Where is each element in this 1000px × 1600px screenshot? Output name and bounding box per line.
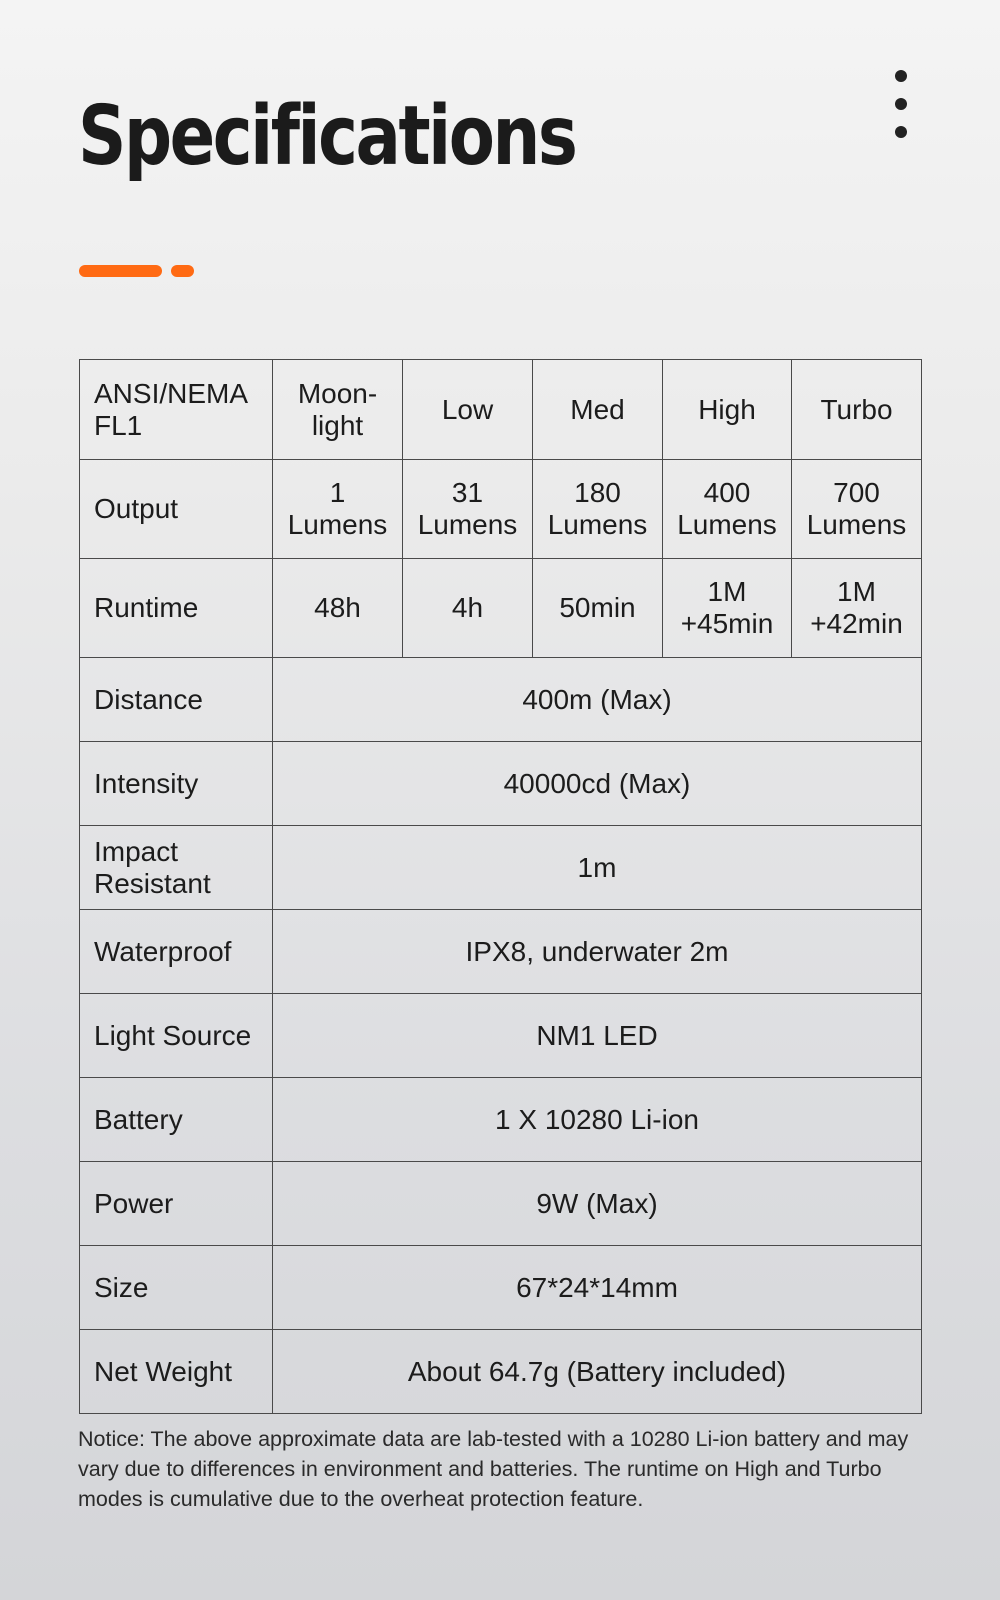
accent-bar-short — [171, 265, 194, 277]
row-label: Impact Resistant — [80, 826, 273, 910]
table-row-light-source — [80, 994, 922, 1078]
row-label: Battery — [80, 1078, 273, 1162]
header-med: Med — [533, 360, 663, 460]
menu-dot — [895, 70, 907, 82]
row-value: NM1 LED — [273, 994, 922, 1078]
row-label: Net Weight — [80, 1330, 273, 1414]
page-title: Specifications — [78, 89, 576, 184]
table-row-battery — [80, 1078, 922, 1162]
more-vertical-icon[interactable] — [894, 70, 908, 142]
header-moonlight: Moon-light — [273, 360, 403, 460]
menu-dot — [895, 98, 907, 110]
runtime-high: 1M +45min — [663, 559, 792, 658]
row-label: Intensity — [80, 742, 273, 826]
output-high: 400 Lumens — [663, 460, 792, 559]
table-row-intensity — [80, 742, 922, 826]
row-value: 400m (Max) — [273, 658, 922, 742]
row-value: 9W (Max) — [273, 1162, 922, 1246]
output-low: 31 Lumens — [403, 460, 533, 559]
header-high: High — [663, 360, 792, 460]
row-value: 1m — [273, 826, 922, 910]
row-label: Output — [80, 460, 273, 559]
header-turbo: Turbo — [792, 360, 922, 460]
table-row-runtime — [80, 559, 922, 658]
table-row-net-weight — [80, 1330, 922, 1414]
row-label: Light Source — [80, 994, 273, 1078]
row-label: Power — [80, 1162, 273, 1246]
runtime-med: 50min — [533, 559, 663, 658]
row-label: Waterproof — [80, 910, 273, 994]
table-row-distance — [80, 658, 922, 742]
table-header-row — [80, 360, 922, 460]
row-value: 67*24*14mm — [273, 1246, 922, 1330]
output-turbo: 700 Lumens — [792, 460, 922, 559]
row-value: IPX8, underwater 2m — [273, 910, 922, 994]
row-label: Distance — [80, 658, 273, 742]
row-label: Size — [80, 1246, 273, 1330]
table-row-size — [80, 1246, 922, 1330]
row-value: 40000cd (Max) — [273, 742, 922, 826]
runtime-turbo: 1M +42min — [792, 559, 922, 658]
row-value: 1 X 10280 Li-ion — [273, 1078, 922, 1162]
table-row-power — [80, 1162, 922, 1246]
output-med: 180 Lumens — [533, 460, 663, 559]
row-value: About 64.7g (Battery included) — [273, 1330, 922, 1414]
header-low: Low — [403, 360, 533, 460]
specifications-table — [79, 359, 922, 1414]
header-standard: ANSI/NEMA FL1 — [80, 360, 273, 460]
notice-text: Notice: The above approximate data are lab-tested with a 10280 Li-ion battery and may vary due to differences in environment and batteries. The runtime on High and Turbo modes is cumulative due to the overheat protection feature. — [78, 1427, 909, 1511]
table-row-impact — [80, 826, 922, 910]
menu-dot — [895, 126, 907, 138]
table-row-output — [80, 460, 922, 559]
table-row-waterproof — [80, 910, 922, 994]
output-moonlight: 1 Lumens — [273, 460, 403, 559]
row-label: Runtime — [80, 559, 273, 658]
runtime-moonlight: 48h — [273, 559, 403, 658]
runtime-low: 4h — [403, 559, 533, 658]
accent-bar-long — [79, 265, 162, 277]
